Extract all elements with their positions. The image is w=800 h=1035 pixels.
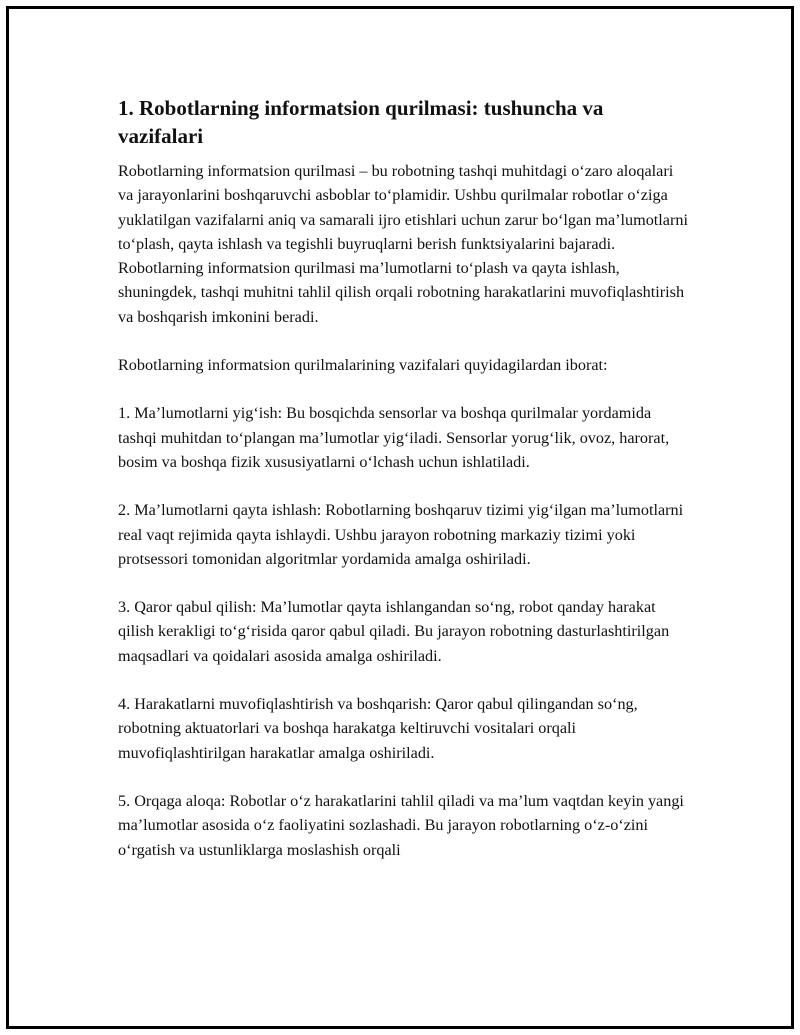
list-item-data-collection: 1. Ma’lumotlarni yig‘ish: Bu bosqichda sensorlar va boshqa qurilmalar yordamida tashqi muhitdan to‘plangan ma’lumotlar yig‘iladi. Sensorlar yorug‘lik, ovoz, harorat, bosim va boshqa fizik xususiyatlarni o‘lchash uchun ishlatiladi. bbox=[118, 404, 670, 471]
list-item-data-processing: 2. Ma’lumotlarni qayta ishlash: Robotlarning boshqaruv tizimi yig‘ilgan ma’lumotlarni real vaqt rejimida qayta ishlaydi. Ushbu jarayon robotning markaziy tizimi yoki protsessori tomonidan algoritmlar yordamida amalga oshiriladi. bbox=[118, 501, 684, 568]
document-body bbox=[118, 94, 692, 886]
list-item-feedback: 5. Orqaga aloqa: Robotlar o‘z harakatlarini tahlil qiladi va ma’lum vaqtdan keyin yangi ma’lumotlar asosida o‘z faoliyatini sozlashadi. Bu jarayon robotlarning o‘z-o‘zini o‘rgatish va ustunliklarga moslashish orqali bbox=[118, 791, 684, 859]
intro-paragraph: Robotlarning informatsion qurilmasi – bu robotning tashqi muhitdagi o‘zaro aloqalari va jarayonlarini boshqaruvchi asboblar to‘plamidir. Ushbu qurilmalar robotlar o‘ziga yuklatilgan vazifalarni aniq va samarali ijro etishlari uchun zarur bo‘lgan ma’lumotlarni to‘plash, qayta ishlash va tegishli buyruqlarni berish funktsiyalarini bajaradi. Robotlarning informatsion qurilmasi ma’lumotlarni to‘plash va qayta ishlash, shuningdek, tashqi muhitni tahlil qilish orqali robotning harakatlarini muvofiqlashtirish va boshqarish imkonini beradi. bbox=[118, 162, 688, 326]
list-item-decision-making: 3. Qaror qabul qilish: Ma’lumotlar qayta ishlangandan so‘ng, robot qanday harakat qilish kerakligi to‘g‘risida qaror qabul qiladi. Bu jarayon robotning dasturlashtirilgan maqsadlari va qoidalari asosida amalga oshiriladi. bbox=[118, 598, 670, 665]
section-heading: 1. Robotlarning informatsion qurilmasi: tushuncha va vazifalari bbox=[118, 96, 604, 148]
list-item-action-control: 4. Harakatlarni muvofiqlashtirish va boshqarish: Qaror qabul qilingandan so‘ng, robotning aktuatorlari va boshqa harakatga keltiruvchi vositalari orqali muvofiqlashtirilgan harakatlar amalga oshiriladi. bbox=[118, 695, 638, 762]
functions-intro: Robotlarning informatsion qurilmalarining vazifalari quyidagilardan iborat: bbox=[118, 356, 608, 375]
